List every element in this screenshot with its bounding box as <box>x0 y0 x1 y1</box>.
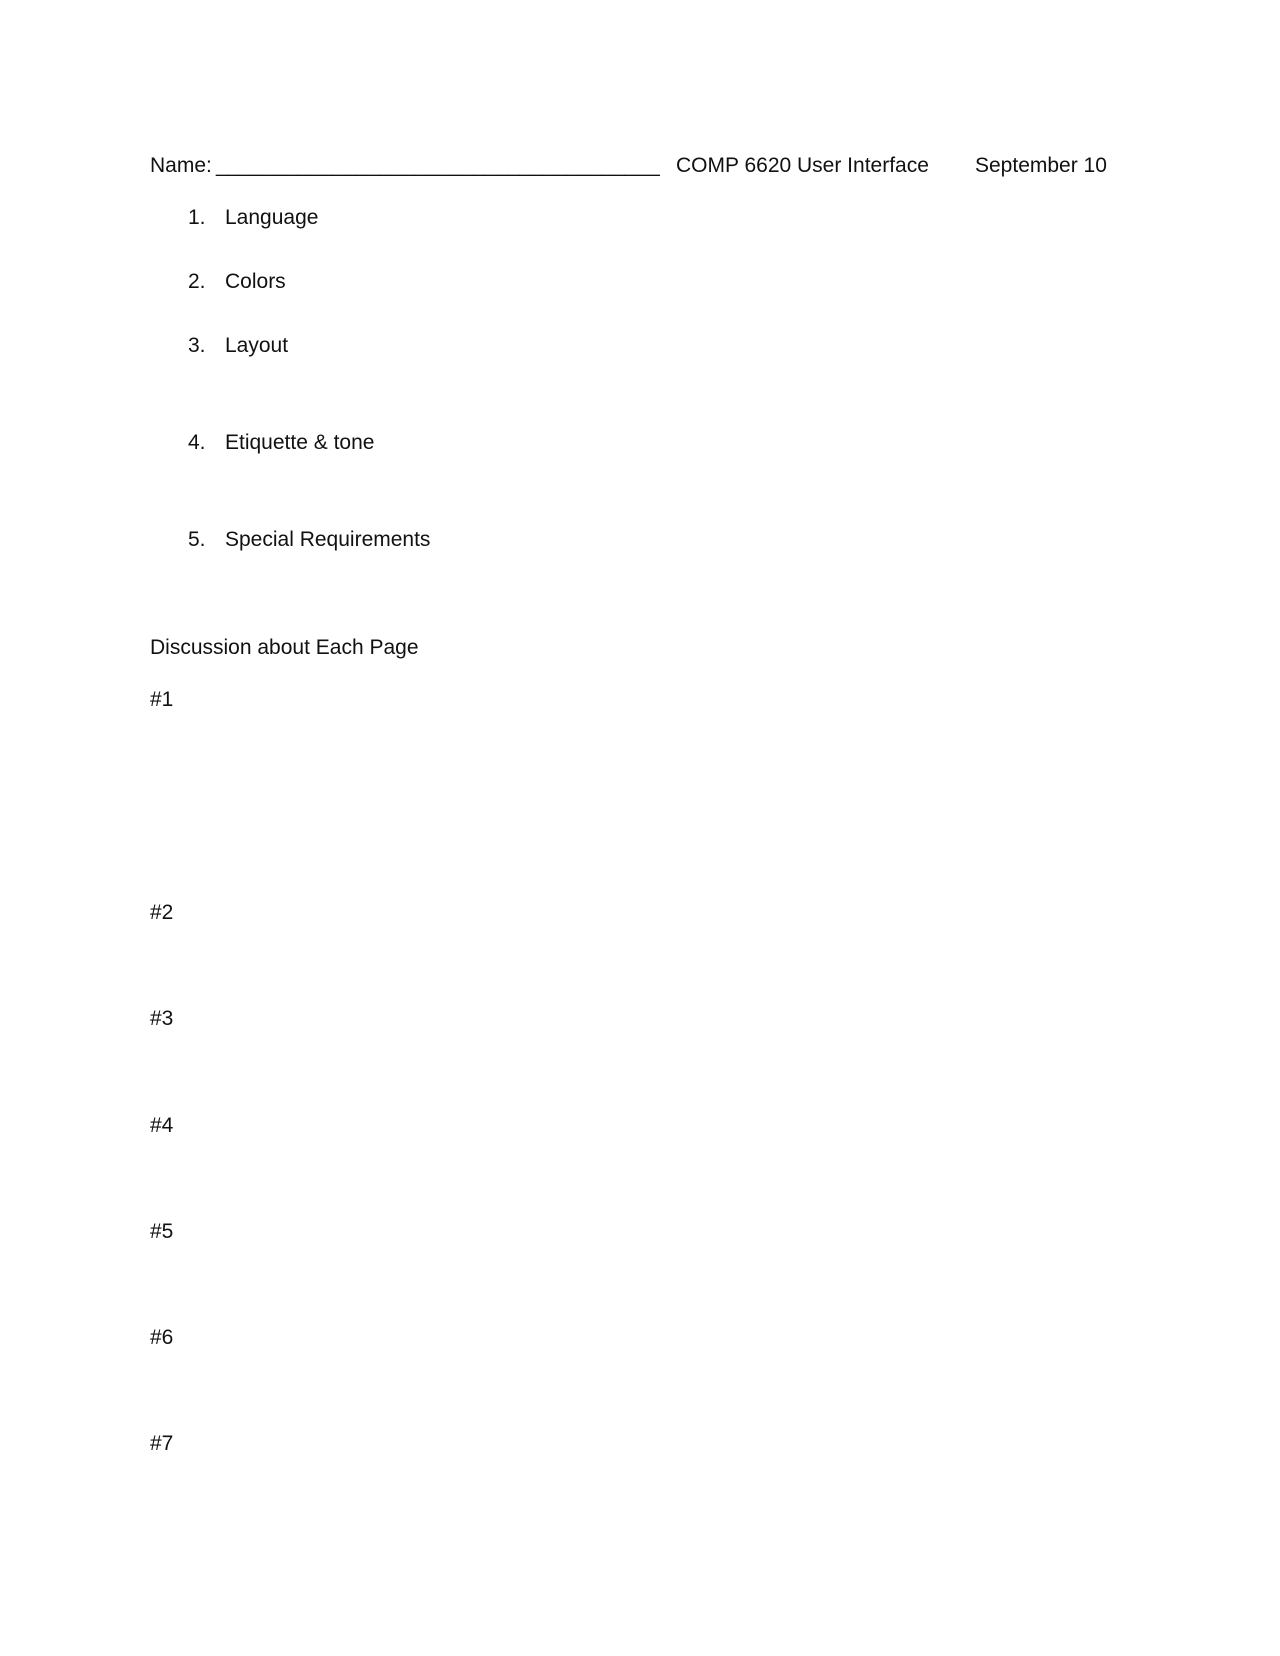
agenda-item-label: Layout <box>225 334 289 357</box>
discussion-page-1: #1 <box>150 688 174 711</box>
agenda-item-label: Special Requirements <box>225 528 431 551</box>
discussion-page-7: #7 <box>150 1432 174 1455</box>
name-blank-line: ______________________________________ <box>216 154 660 177</box>
discussion-page-2: #2 <box>150 901 174 924</box>
header-line <box>150 150 1280 182</box>
agenda-item-number: 1. <box>188 206 206 229</box>
discussion-page-6: #6 <box>150 1326 174 1349</box>
agenda-item-label: Language <box>225 206 319 229</box>
discussion-page-4: #4 <box>150 1114 174 1137</box>
discussion-page-5: #5 <box>150 1220 174 1243</box>
header-date: September 10 <box>975 154 1107 177</box>
agenda-item-number: 3. <box>188 334 206 357</box>
agenda-item-label: Etiquette & tone <box>225 431 375 454</box>
discussion-page-3: #3 <box>150 1007 174 1030</box>
course-title: COMP 6620 User Interface <box>676 154 929 177</box>
agenda-item-number: 5. <box>188 528 206 551</box>
agenda-item-number: 4. <box>188 431 206 454</box>
agenda-item-number: 2. <box>188 270 206 293</box>
agenda-item-label: Colors <box>225 270 286 293</box>
discussion-heading: Discussion about Each Page <box>150 636 419 659</box>
name-label: Name: <box>150 154 212 177</box>
